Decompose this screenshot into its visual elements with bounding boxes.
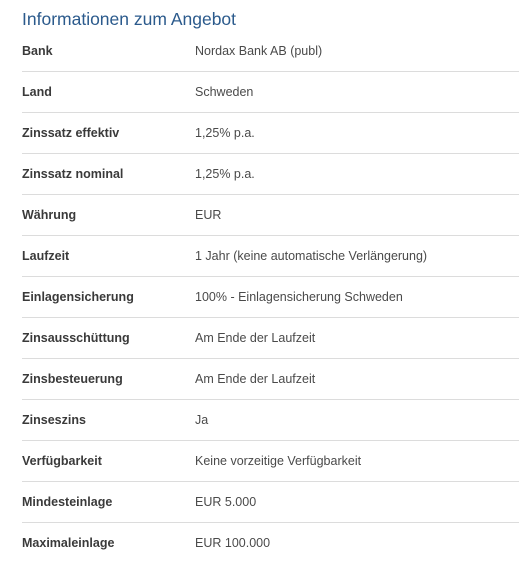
detail-value: Keine vorzeitige Verfügbarkeit [195, 454, 362, 468]
detail-row-laufzeit [22, 236, 519, 277]
detail-value: EUR [195, 208, 222, 222]
detail-label: Zinsbesteuerung [22, 372, 123, 386]
detail-row-maximaleinlage [22, 523, 519, 563]
detail-value: Schweden [195, 85, 254, 99]
detail-value: 1,25% p.a. [195, 167, 255, 181]
detail-value: 1,25% p.a. [195, 126, 255, 140]
detail-label: Maximaleinlage [22, 536, 115, 550]
detail-value: EUR 100.000 [195, 536, 271, 550]
detail-label: Zinsausschüttung [22, 331, 130, 345]
detail-row-land [22, 72, 519, 113]
detail-label: Verfügbarkeit [22, 454, 102, 468]
detail-label: Zinssatz effektiv [22, 126, 120, 140]
detail-row-zinssatz-nominal [22, 154, 519, 195]
detail-row-einlagensicherung [22, 277, 519, 318]
detail-label: Einlagensicherung [22, 290, 134, 304]
detail-row-zinsausschuettung [22, 318, 519, 359]
offer-details-table [22, 31, 519, 563]
detail-row-zinsbesteuerung [22, 359, 519, 400]
detail-value: Am Ende der Laufzeit [195, 372, 316, 386]
detail-value: Ja [195, 413, 209, 427]
detail-row-verfuegbarkeit [22, 441, 519, 482]
detail-label: Land [22, 85, 52, 99]
detail-row-waehrung [22, 195, 519, 236]
detail-row-zinssatz-effektiv [22, 113, 519, 154]
detail-value: 1 Jahr (keine automatische Verlängerung) [195, 249, 428, 263]
detail-value: Am Ende der Laufzeit [195, 331, 316, 345]
detail-row-bank [22, 31, 519, 72]
detail-value: EUR 5.000 [195, 495, 257, 509]
panel-title: Informationen zum Angebot [22, 9, 237, 29]
detail-value: Nordax Bank AB (publ) [195, 44, 323, 58]
detail-label: Mindesteinlage [22, 495, 113, 509]
detail-label: Währung [22, 208, 77, 222]
detail-label: Bank [22, 44, 53, 58]
detail-row-zinseszins [22, 400, 519, 441]
detail-row-mindesteinlage [22, 482, 519, 523]
detail-label: Zinssatz nominal [22, 167, 124, 181]
detail-label: Laufzeit [22, 249, 70, 263]
detail-label: Zinseszins [22, 413, 86, 427]
detail-value: 100% - Einlagensicherung Schweden [195, 290, 403, 304]
